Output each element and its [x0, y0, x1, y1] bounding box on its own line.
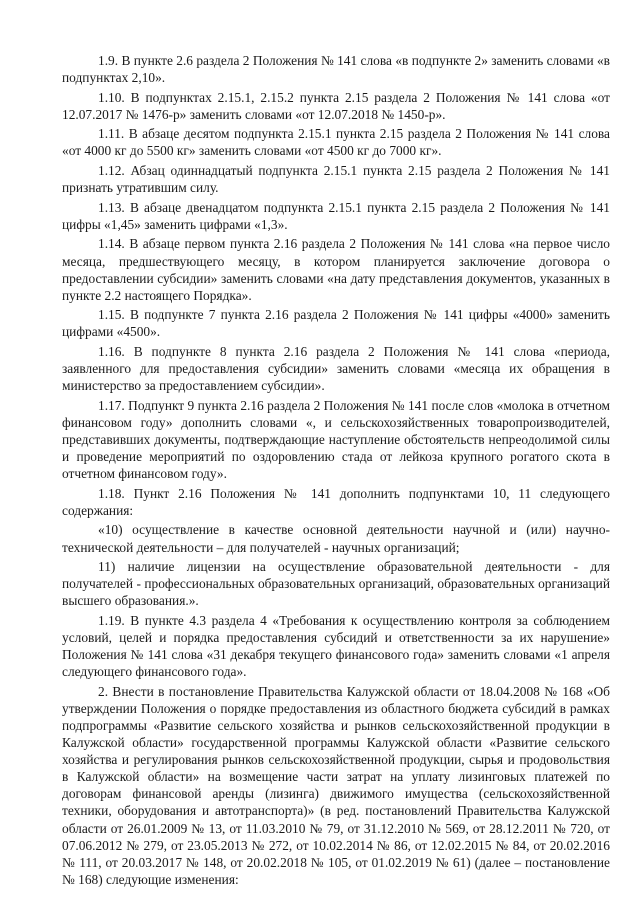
document-page [62, 52, 610, 890]
paragraph-1-18: 1.18. Пункт 2.16 Положения № 141 дополнить подпунктами 10, 11 следующего содержания: [62, 485, 610, 518]
paragraph-1-9: 1.9. В пункте 2.6 раздела 2 Положения № 141 слова «в подпункте 2» заменить словами «в подпунктах 2,10». [62, 53, 610, 86]
subitem-11: 11) наличие лицензии на осуществление образовательной деятельности - для получателей - профессиональных образовательных организаций, образовательных организаций высшего образования.». [62, 559, 610, 609]
paragraph-1-14: 1.14. В абзаце первом пункта 2.16 раздела 2 Положения № 141 слова «на первое число месяца, предшествующего месяцу, в котором планируется заключение договора о предоставлении субсидии» заменить словами «на дату представления документов, указанных в пункте 2.2 настоящего Порядка». [62, 236, 610, 303]
subitem-10: «10) осуществление в качестве основной деятельности научной и (или) научно-технической деятельности – для получателей - научных организаций; [62, 522, 610, 555]
paragraph-1-10: 1.10. В подпунктах 2.15.1, 2.15.2 пункта 2.15 раздела 2 Положения № 141 слова «от 12.07.2017 № 1476-р» заменить словами «от 12.07.2018 № 1450-р». [62, 89, 610, 122]
paragraph-1-17: 1.17. Подпункт 9 пункта 2.16 раздела 2 Положения № 141 после слов «молока в отчетном финансовом году» дополнить словами «, и сельскохозяйственных товаропроизводителей, представивших документы, подтверждающие наступление обстоятельств непреодолимой силы и проведение мероприятий по оздоровлению стада от лейкоза крупного рогатого скота в отчетном финансовом году». [62, 397, 610, 482]
paragraph-2: 2. Внести в постановление Правительства Калужской области от 18.04.2008 № 168 «Об утверждении Положения о порядке предоставления из областного бюджета субсидий в рамках подпрограммы «Развитие сельского хозяйства и рынков сельскохозяйственной продукции в Калужской области» государственной программы Калужской области «Развитие сельского хозяйства и регулирования рынков сельскохозяйственной продукции, сырья и продовольствия в Калужской области» на возмещение части затрат на уплату лизинговых платежей по договорам финансовой аренды (лизинга) движимого имущества (сельскохозяйственной техники, оборудования и автотранспорта)» (в ред. постановлений Правительства Калужской области от 26.01.2009 № 13, от 11.03.2010 № 79, от 31.12.2010 № 569, от 28.12.2011 № 720, от 07.06.2012 № 279, от 23.05.2013 № 272, от 10.02.2014 № 86, от 12.02.2015 № 84, от 20.02.2016 № 111, от 20.03.2017 № 148, от 20.02.2018 № 105, от 01.02.2019 № 61) (далее – постановление № 168) следующие изменения: [62, 683, 610, 887]
paragraph-1-11: 1.11. В абзаце десятом подпункта 2.15.1 пункта 2.15 раздела 2 Положения № 141 слова «от 4000 кг до 5500 кг» заменить словами «от 4500 кг до 7000 кг». [62, 126, 610, 159]
paragraph-1-19: 1.19. В пункте 4.3 раздела 4 «Требования к осуществлению контроля за соблюдением условий, целей и порядка предоставления субсидий и ответственности за их нарушение» Положения № 141 слова «31 декабря текущего финансового года» заменить словами «1 апреля следующего финансового года». [62, 612, 610, 680]
paragraph-1-15: 1.15. В подпункте 7 пункта 2.16 раздела 2 Положения № 141 цифры «4000» заменить цифрами «4500». [62, 307, 610, 340]
paragraph-1-16: 1.16. В подпункте 8 пункта 2.16 раздела 2 Положения № 141 слова «периода, заявленного для предоставления субсидии» заменить словами «месяца их обращения в министерство за предоставлением субсидии». [62, 344, 610, 394]
paragraph-1-12: 1.12. Абзац одиннадцатый подпункта 2.15.1 пункта 2.15 раздела 2 Положения № 141 признать утратившим силу. [62, 163, 610, 196]
paragraph-1-13: 1.13. В абзаце двенадцатом подпункта 2.15.1 пункта 2.15 раздела 2 Положения № 141 цифры «1,45» заменить цифрами «1,3». [62, 199, 610, 232]
